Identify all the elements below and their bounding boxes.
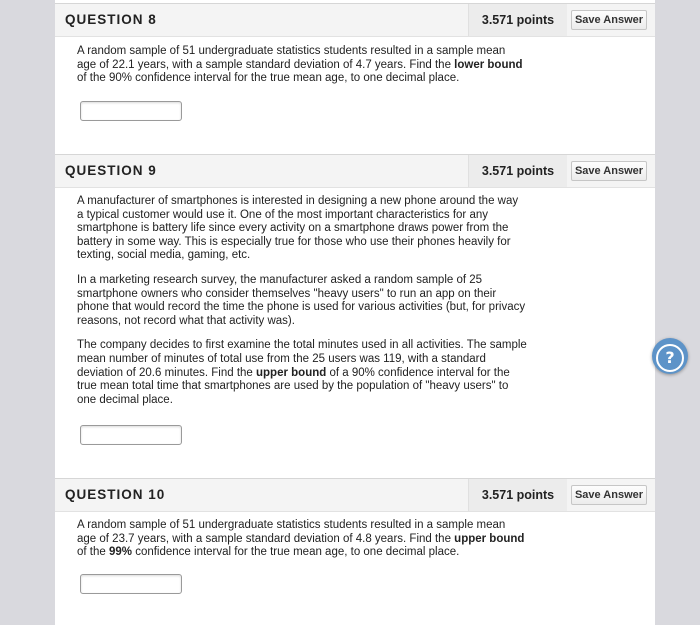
body-text: A random sample of 51 undergraduate statistics students resulted in a sample mean age of 22.1 years, with a sample standard deviation of 4.7 years. Find the [77,45,506,71]
save-answer-button[interactable]: Save Answer [571,485,647,505]
question-paragraph [77,339,527,407]
question-9-text [77,195,527,418]
question-paragraph [77,519,527,560]
question-paragraph [77,45,527,86]
body-text: of the 90% confidence interval for the true mean age, to one decimal place. [77,72,460,85]
help-button[interactable] [652,338,688,374]
question-points: 3.571 points [468,155,567,187]
emphasis-text: 99% [108,546,132,559]
question-paragraph [77,195,527,263]
body-text: confidence interval for the true mean age, to one decimal place. [132,546,460,559]
question-title: QUESTION 8 [65,12,157,27]
question-points: 3.571 points [468,479,567,511]
question-10-text [77,519,527,571]
body-text: A manufacturer of smartphones is interested in designing a new phone around the way a typical customer would use it. One of the most important characteristics for any smartphone is battery life since every activity on a smartphone draws power from the battery in some way. This is especially true for those who use their phones heavily for texting, social media, gaming, etc. [77,195,519,262]
save-answer-button[interactable]: Save Answer [571,161,647,181]
answer-input[interactable] [80,425,182,445]
body-text: A random sample of 51 undergraduate statistics students resulted in a sample mean age of 23.7 years, with a sample standard deviation of 4.8 years. Find the [77,519,506,545]
question-8-text [77,45,527,97]
emphasis-text: lower bound [454,58,523,71]
question-circle-icon: ? [656,344,684,372]
body-text: The company decides to first examine the total minutes used in all activities. The sample mean number of minutes of total use from the 25 users was 119, with a standard deviation of 20.6 minutes. Find the [77,339,527,379]
question-title: QUESTION 9 [65,163,157,178]
emphasis-text: upper bound [256,366,327,379]
question-paragraph [77,274,527,328]
answer-input[interactable] [80,101,182,121]
body-text: In a marketing research survey, the manufacturer asked a random sample of 25 smartphone owners who consider themselves "heavy users" to run an app on their phone that would record the time the phone is used for various activities (but, for privacy reasons, not record what that activity was). [77,273,526,327]
question-title: QUESTION 10 [65,487,166,502]
question-8-header [55,3,655,37]
question-9-header [55,154,655,188]
answer-input[interactable] [80,574,182,594]
save-answer-button[interactable]: Save Answer [571,10,647,30]
question-10-header [55,478,655,512]
body-text: of a 90% confidence interval for the true mean total time that smartphones are used by the population of "heavy users" to one decimal place. [77,366,510,406]
emphasis-text: upper bound [454,532,525,545]
question-points: 3.571 points [468,4,567,36]
body-text: of the [77,546,109,559]
assessment-page [55,0,655,625]
